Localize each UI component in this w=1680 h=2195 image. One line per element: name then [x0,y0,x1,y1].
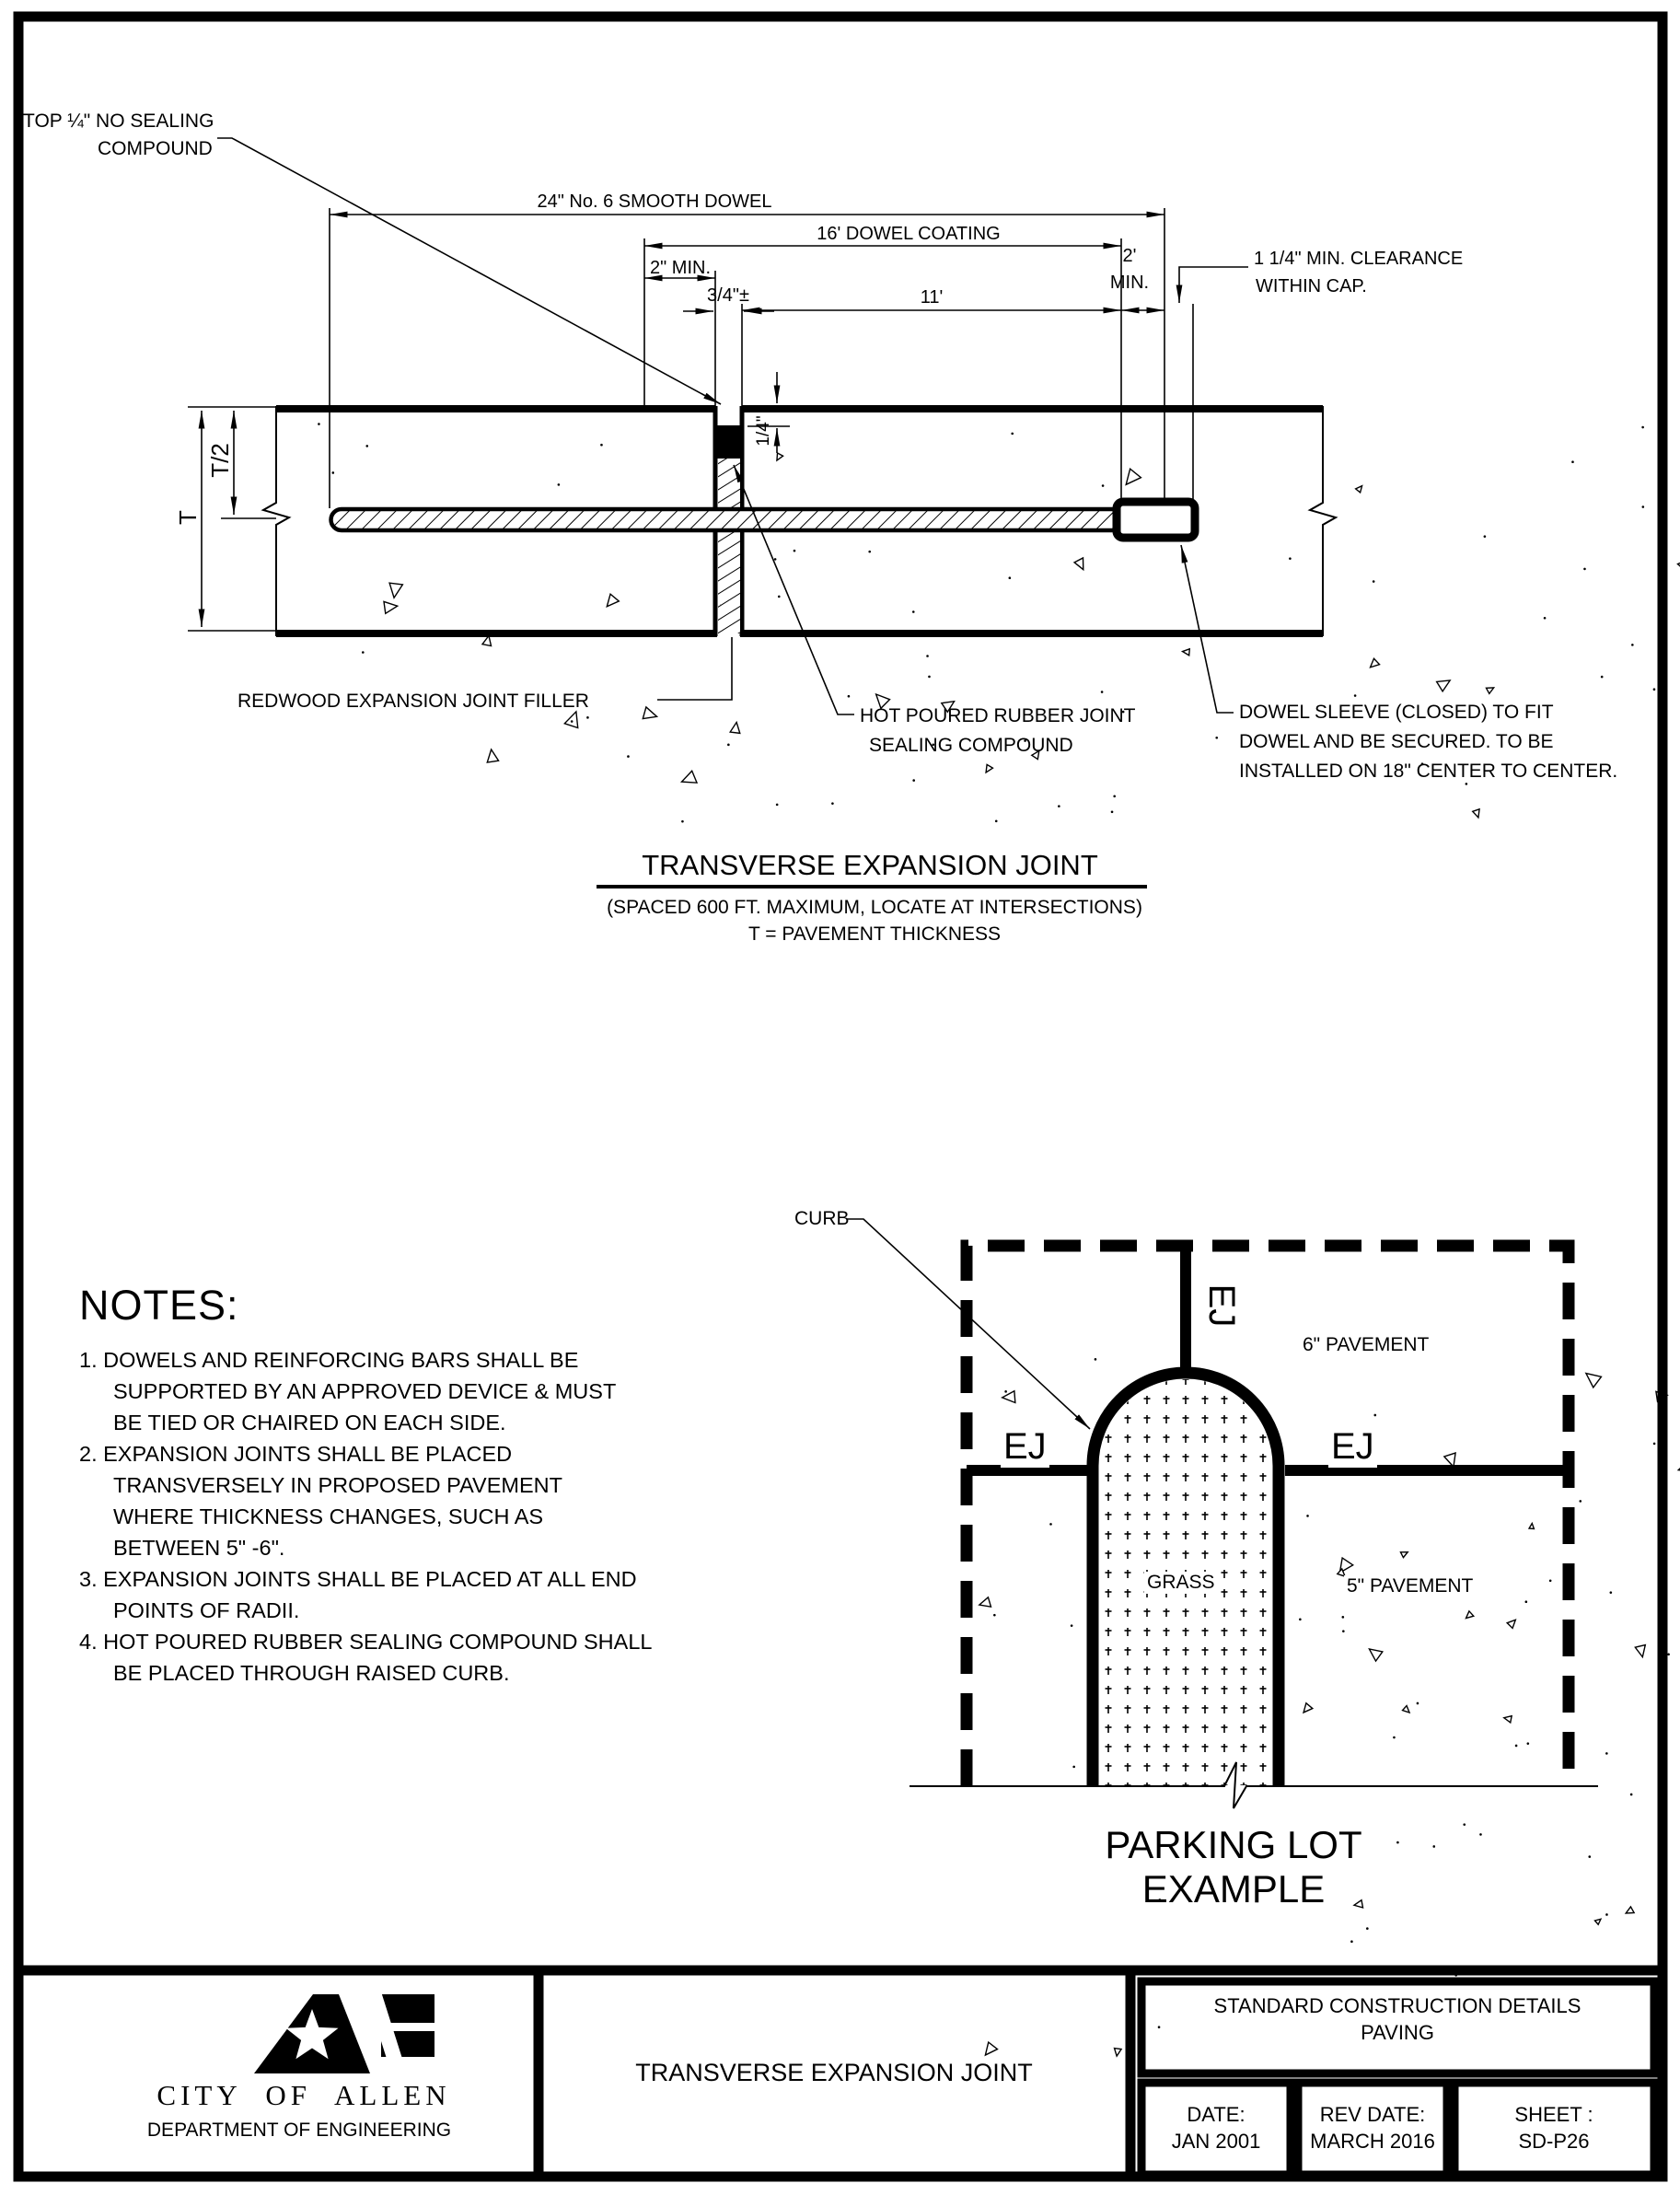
note-line: BETWEEN 5" -6". [113,1536,285,1560]
dim-quarter-inch: 1/4" [754,415,774,447]
ej-label-left: EJ [1001,1425,1049,1468]
department-name: DEPARTMENT OF ENGINEERING [146,2120,452,2141]
joint-filler [718,459,740,633]
sleeve-leader [1181,545,1234,713]
dim-dowel-length: 24" No. 6 SMOOTH DOWEL [537,192,772,212]
callout-sleeve-line1: DOWEL SLEEVE (CLOSED) TO FIT [1239,702,1554,723]
section-title: TRANSVERSE EXPANSION JOINT [642,849,1098,881]
dim-2ft-line1: 2' [1122,246,1137,266]
dim-dowel-coating: 16' DOWEL COATING [817,224,1001,244]
note-line: BE PLACED THROUGH RAISED CURB. [113,1661,510,1685]
city-of-allen-logo [254,1989,434,2079]
callout-sleeve-line2: DOWEL AND BE SECURED. TO BE [1239,731,1554,752]
callout-sealant-line1: HOT POURED RUBBER JOINT [860,705,1136,726]
dim-2ft-line2: MIN. [1109,273,1150,293]
note-line: 4. HOT POURED RUBBER SEALING COMPOUND SHALL [79,1630,653,1654]
callout-filler: REDWOOD EXPANSION JOINT FILLER [238,691,589,712]
dim-joint-width: 3/4"± [707,285,749,306]
section-legend: T = PAVEMENT THICKNESS [747,923,1002,945]
note-line: POINTS OF RADII. [113,1598,300,1622]
note-line: 3. EXPANSION JOINTS SHALL BE PLACED AT ALL END [79,1567,637,1591]
ej-label-top: EJ [1200,1282,1243,1330]
dowel-bar [331,509,1118,530]
callout-sleeve-line3: INSTALLED ON 18" CENTER TO CENTER. [1239,761,1618,782]
sealant-leader [734,465,854,714]
date-value: JAN 2001 [1171,2130,1261,2153]
notes-block [79,1282,652,1689]
top-note-leader [217,138,721,404]
note-line: 1. DOWELS AND REINFORCING BARS SHALL BE [79,1348,579,1372]
leader-lines [217,138,1234,1429]
sheet-label: SHEET : [1514,2103,1593,2126]
sheet-border [18,17,1663,2177]
curb-label: CURB [794,1208,850,1229]
ej-label-right: EJ [1328,1425,1377,1468]
titleblock-drawing-title: TRANSVERSE EXPANSION JOINT [635,2059,1033,2086]
series-line1: STANDARD CONSTRUCTION DETAILS [1213,1994,1582,2017]
filler-leader [657,637,732,700]
rev-date-label: REV DATE: [1319,2103,1426,2126]
series-line2: PAVING [1361,2021,1434,2044]
top-note-line2: COMPOUND [98,138,213,159]
dim-clearance-line1: 1 1/4" MIN. CLEARANCE [1254,249,1464,269]
joint-sealant [717,425,740,459]
note-line: 2. EXPANSION JOINTS SHALL BE PLACED [79,1442,513,1466]
note-line: WHERE THICKNESS CHANGES, SUCH AS [113,1504,544,1528]
plan-caption-line2: EXAMPLE [1141,1867,1326,1910]
grass-label: GRASS [1144,1572,1218,1594]
dim-2in-min: 2" MIN. [650,258,711,278]
date-label: DATE: [1187,2103,1246,2126]
pavement6-label: 6" PAVEMENT [1300,1334,1431,1356]
notes-heading: NOTES: [79,1282,239,1329]
note-line: TRANSVERSELY IN PROPOSED PAVEMENT [113,1473,562,1497]
note-line: BE TIED OR CHAIRED ON EACH SIDE. [113,1411,506,1434]
dowel-sleeve [1117,502,1195,538]
parking-lot-plan [910,1246,1598,1808]
callout-sealant-line2: SEALING COMPOUND [869,735,1073,756]
section-subtitle: (SPACED 600 FT. MAXIMUM, LOCATE AT INTERSECTIONS) [607,897,1142,918]
pavement5-label: 5" PAVEMENT [1344,1575,1476,1597]
dim-thickness: T [174,510,203,525]
dim-11ft: 11' [920,287,944,308]
dim-half-thickness: T/2 [206,443,235,478]
top-note-line1: TOP ¼" NO SEALING [23,110,214,132]
left-break-line [263,406,289,636]
agency-name: CITY OF ALLEN [156,2079,451,2111]
rev-date-value: MARCH 2016 [1310,2130,1435,2153]
plan-caption-line1: PARKING LOT [1105,1823,1362,1866]
sheet-value: SD-P26 [1518,2130,1590,2153]
note-line: SUPPORTED BY AN APPROVED DEVICE & MUST [113,1379,617,1403]
right-break-line [1310,406,1336,636]
dim-clearance-line2: WITHIN CAP. [1256,276,1367,296]
